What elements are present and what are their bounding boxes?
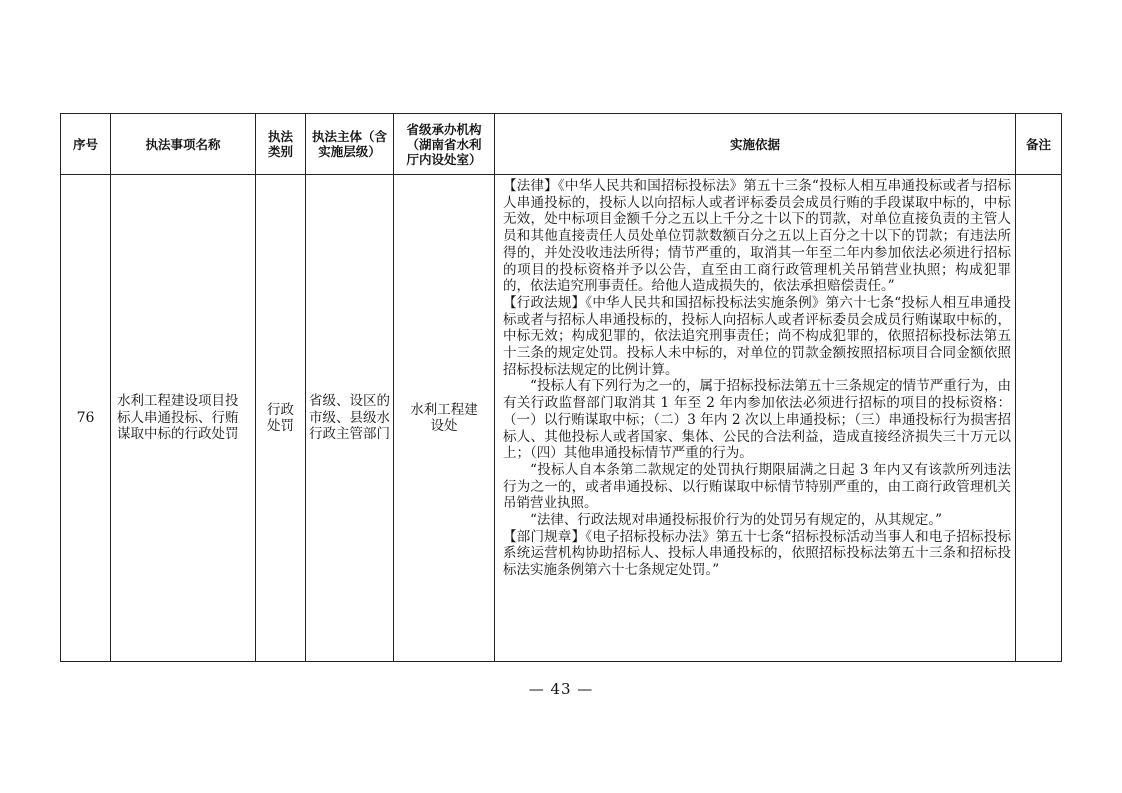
header-remarks: 备注 xyxy=(1016,114,1062,175)
header-agency: 省级承办机构（湖南省水利厅内设处室） xyxy=(394,114,495,175)
header-subject: 执法主体（含实施层级） xyxy=(306,114,394,175)
header-item-name: 执法事项名称 xyxy=(111,114,256,175)
basis-regulation: 【行政法规】《中华人民共和国招标投标法实施条例》第六十七条“投标人相互串通投标或者与招标人串通投标的，投标人向招标人或者评标委员会成员行贿谋取中标的，中标无效；构成犯罪的，依法追究刑事责任；尚不构成犯罪的，依照招标投标法第五十三条的规定处罚。投标人未中标的，对单位的罚款金额按照招标项目合同金额依照招标投标法规定的比例计算。 xyxy=(503,294,1011,378)
basis-rule: 【部门规章】《电子招标投标办法》第五十七条“招标投标活动当事人和电子招标投标系统运营机构协助招标人、投标人串通投标的，依照招标投标法第五十三条和招标投标法实施条例第六十七条规定处罚。” xyxy=(503,528,1011,579)
basis-regulation-serious: “投标人有下列行为之一的，属于招标投标法第五十三条规定的情节严重行为，由有关行政监督部门取消其 1 年至 2 年内参加依法必须进行招标的项目的投标资格：（一）以行贿谋取中标；（二）3 年内 2 次以上串通投标；（三）串通投标行为损害招标人、其他投标人或者国家、集体、公民的合法利益，造成直接经济损失三十万元以上；（四）其他串通投标情节严重的行为。 xyxy=(503,378,1011,462)
header-row xyxy=(61,114,1062,175)
row-agency: 水利工程建设处 xyxy=(394,175,495,662)
row-remarks xyxy=(1016,175,1062,662)
header-category: 执法类别 xyxy=(256,114,306,175)
table-row xyxy=(61,175,1062,662)
header-basis: 实施依据 xyxy=(495,114,1016,175)
enforcement-table xyxy=(60,113,1062,662)
row-item-name: 水利工程建设项目投标人串通投标、行贿谋取中标的行政处罚 xyxy=(111,175,256,662)
page-number: — 43 — xyxy=(528,680,594,698)
header-seq: 序号 xyxy=(61,114,111,175)
row-seq: 76 xyxy=(61,175,111,662)
basis-regulation-repeat: “投标人自本条第二款规定的处罚执行期限届满之日起 3 年内又有该款所列违法行为之一的，或者串通投标、以行贿谋取中标情节特别严重的，由工商行政管理机关吊销营业执照。 xyxy=(503,461,1011,512)
row-category: 行政处罚 xyxy=(256,175,306,662)
basis-law: 【法律】《中华人民共和国招标投标法》第五十三条“投标人相互串通投标或者与招标人串通投标的，投标人以向招标人或者评标委员会成员行贿的手段谋取中标的，中标无效，处中标项目金额千分之五以上千分之十以下的罚款，对单位直接负责的主管人员和其他直接责任人员处单位罚款数额百分之五以上百分之十以下的罚款；有违法所得的，并处没收违法所得；情节严重的，取消其一年至二年内参加依法必须进行招标的项目的投标资格并予以公告，直至由工商行政管理机关吊销营业执照；构成犯罪的，依法追究刑事责任。给他人造成损失的，依法承担赔偿责任。” xyxy=(503,178,1011,295)
basis-regulation-other: “法律、行政法规对串通投标报价行为的处罚另有规定的，从其规定。” xyxy=(530,512,943,529)
row-basis xyxy=(495,175,1016,662)
row-subject: 省级、设区的市级、县级水行政主管部门 xyxy=(306,175,394,662)
